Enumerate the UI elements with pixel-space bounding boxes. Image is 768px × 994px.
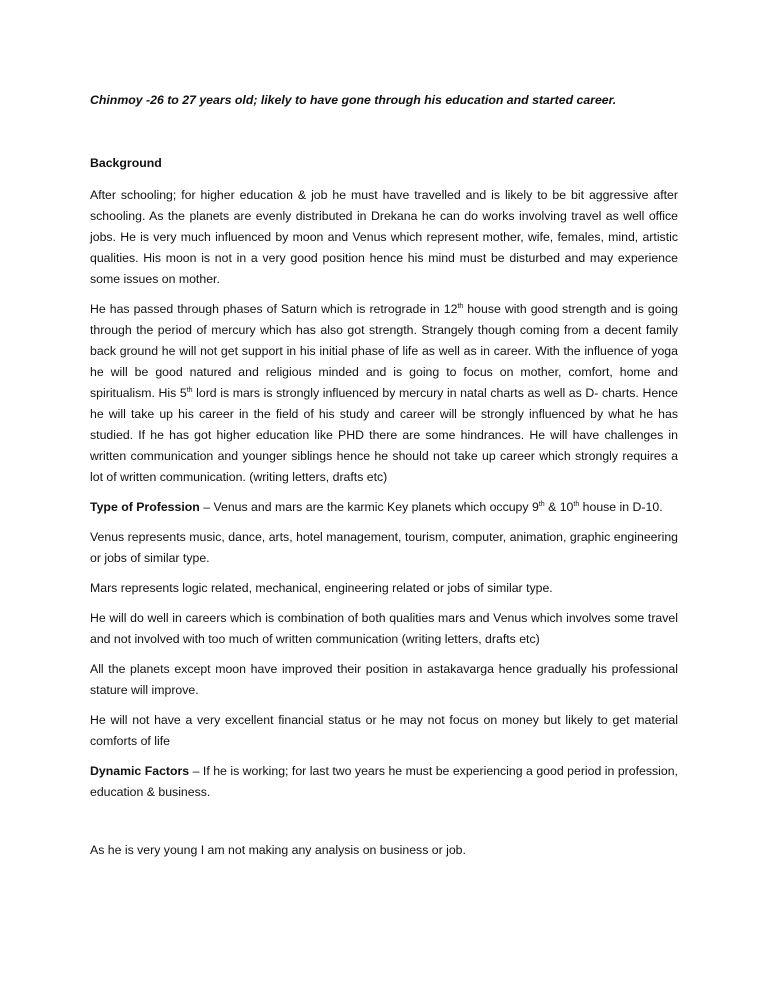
planets-paragraph: All the planets except moon have improved their position in astakavarga hence gradually his professional stature will improve. (90, 662, 678, 697)
profession-label: Type of Profession (90, 500, 200, 514)
para2-part-a: He has passed through phases of Saturn which is retrograde in 12 (90, 302, 458, 316)
profession-text-a: – Venus and mars are the karmic Key planets which occupy 9 (199, 500, 539, 514)
background-paragraph-1-text: After schooling; for higher education & job he must have travelled and is likely to be bit aggressive after schooling. As the planets are evenly distributed in Drekana he can do works involving travel as well office jobs. He is very much influenced by moon and Venus which represent mother, wife, females, mind, artistic qualities. His moon is not in a very good position hence his mind must be disturbed and may experience some issues on mother. (90, 188, 678, 286)
dynamic-factors-text: – If he is working; for last two years he must be experiencing a good period in profession, education & business. (90, 764, 678, 799)
document-page (90, 90, 678, 861)
combination-paragraph: He will do well in careers which is combination of both qualities mars and Venus which involves some travel and not involved with too much of written communication (writing letters, drafts etc) (90, 611, 678, 646)
background-paragraph-2 (90, 299, 678, 488)
profession-text-c: house in D-10. (579, 500, 663, 514)
document-title: Chinmoy -26 to 27 years old; likely to have gone through his education and started career. (90, 93, 617, 107)
profession-text-b: & 10 (544, 500, 574, 514)
background-paragraph-1 (90, 185, 678, 290)
para2-part-c: lord is mars is strongly influenced by mercury in natal charts as well as D- charts. Hence he will take up his career in the field of his study and career will be strongly influenced by what he has studied. If he has got higher education like PHD there are some hindrances. He will have challenges in written communication and younger siblings hence he should not take up career which strongly requires a lot of written communication. (writing letters, drafts etc) (90, 386, 678, 484)
dynamic-factors-paragraph (90, 761, 678, 803)
venus-paragraph: Venus represents music, dance, arts, hotel management, tourism, computer, animation, graphic engineering or jobs of similar type. (90, 530, 678, 565)
closing-paragraph: As he is very young I am not making any analysis on business or job. (90, 843, 466, 857)
para2-part-b: house with good strength and is going through the period of mercury which has also got strength. Strangely though coming from a decent family back ground he will not get support in his initial phase of life as well as in career. With the influence of yoga he will be good natured and religious minded and is going to focus on mother, comfort, home and spiritualism. His 5 (90, 302, 679, 400)
mars-paragraph: Mars represents logic related, mechanical, engineering related or jobs of similar type. (90, 581, 553, 595)
profession-paragraph (90, 497, 678, 518)
dynamic-factors-label: Dynamic Factors (90, 764, 190, 778)
profession-sup-1: th (538, 501, 545, 508)
para2-sup-2: th (186, 387, 193, 394)
background-heading: Background (90, 156, 162, 170)
profession-sup-2: th (573, 501, 580, 508)
financial-paragraph: He will not have a very excellent financial status or he may not focus on money but likely to get material comforts of life (90, 713, 678, 748)
para2-sup-1: th (457, 303, 464, 310)
